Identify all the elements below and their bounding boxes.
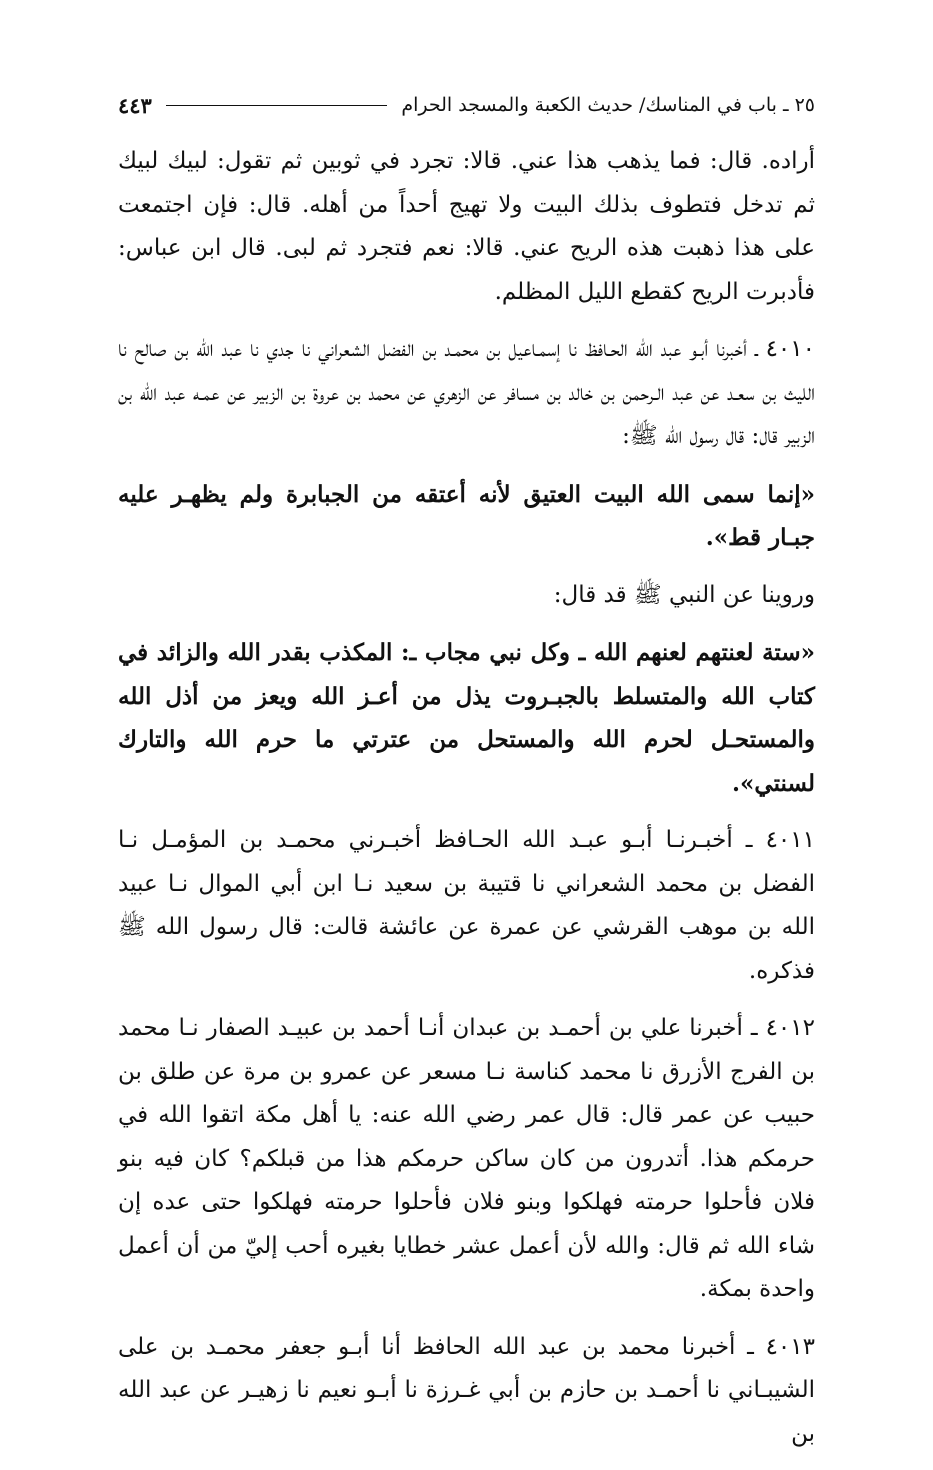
- narration-line: وروينا عن النبي ﷺ قد قال:: [553, 581, 815, 608]
- hadith-quote: «إنما سمى الله البيت العتيق لأنه أعتقه من الجبابرة ولم يظهـر عليه جبـار قط».: [118, 480, 815, 551]
- chapter-title: ٢٥ ـ باب في المناسك/ حديث الكعبة والمسجد الحرام: [401, 94, 815, 116]
- hadith-4012: ٤٠١٢ ـ أخبرنا علي بن أحمـد بن عبدان أنـا أحمد بن عبيـد الصفار نـا محمد بن الفرج الأزرق نا محمد كناسة نـا مسعر عن عمرو بن مرة عن طلق بن حبيب عن عمر قال: قال عمر رضي الله عنه: يا أهل مكة اتقوا الله في حرمكم هذا. أتدرون من كان ساكن حرمكم هذا من قبلكم؟ كان فيه بنو فلان فأحلوا حرمته فهلكوا وبنو فلان فأحلوا حرمته فهلكوا حتى عده إن شاء الله ثم قال: والله لأن أعمل عشر خطايا بغيره أحب إليّ من أن أعمل واحدة بمكة.: [118, 1015, 815, 1302]
- running-header: [118, 88, 815, 122]
- hadith-4011: ٤٠١١ ـ أخبـرنـا أبـو عبـد الله الحـافظ أخبـرني محمـد بن المؤمـل نـا الفضل بن محمد الشعراني نا قتيبة بن سعيد نـا ابن أبي الموال نـا عبيد الله بن موهب القرشي عن عمرة عن عائشة قالت: قال رسول الله ﷺ فذكره.: [118, 827, 815, 984]
- hadith-4010: ٤٠١٠ ـ أخبرنا أبـو عبد الله الحـافظ نا إسمـاعيل بن محمـد بن الفضل الشعراني نا جدي نا عبد الله بن صالح نا الليث بن سعـد عن عبد الـرحمن بن خالد بن مسافر عن الزهري عن محمد بن عروة بن الزبير عن عمـه عبد الله بن الزبير قال: قال رسول الله ﷺ:: [118, 336, 815, 449]
- page-number: ٤٤٣: [118, 92, 152, 118]
- paragraph-continuation: أراده. قال: فما يذهب هذا عني. قالا: تجرد في ثوبين ثم تقول: لبيك لبيك ثم تدخل فتطوف بذلك البيت ولا تهيج أحداً من أهله. قال: فإن اجتمعت على هذا ذهبت هذه الريح عني. قالا: نعم فتجرد ثم لبى. قال ابن عباس: فأدبرت الريح كقطع الليل المظلم.: [118, 148, 815, 305]
- hadith-quote: «ستة لعنتهم لعنهم الله ـ وكل نبي مجاب ـ: المكذب بقدر الله والزائد في كتاب الله والمتسلط بالجبـروت يذل من أعـز الله ويعز من أذل الله والمستحـل لحرم الله والمستحل من عترتي ما حرم الله والتارك لسنتي».: [118, 639, 815, 797]
- page-body: [118, 140, 815, 1470]
- header-rule: [166, 105, 387, 106]
- hadith-4013: ٤٠١٣ ـ أخبرنا محمد بن عبد الله الحافظ أنا أبـو جعفر محمـد بن على الشيبـاني نا أحمـد بن حازم بن أبي غـرزة نا أبـو نعيم نا زهيـر عن عبد الله بن: [118, 1333, 815, 1447]
